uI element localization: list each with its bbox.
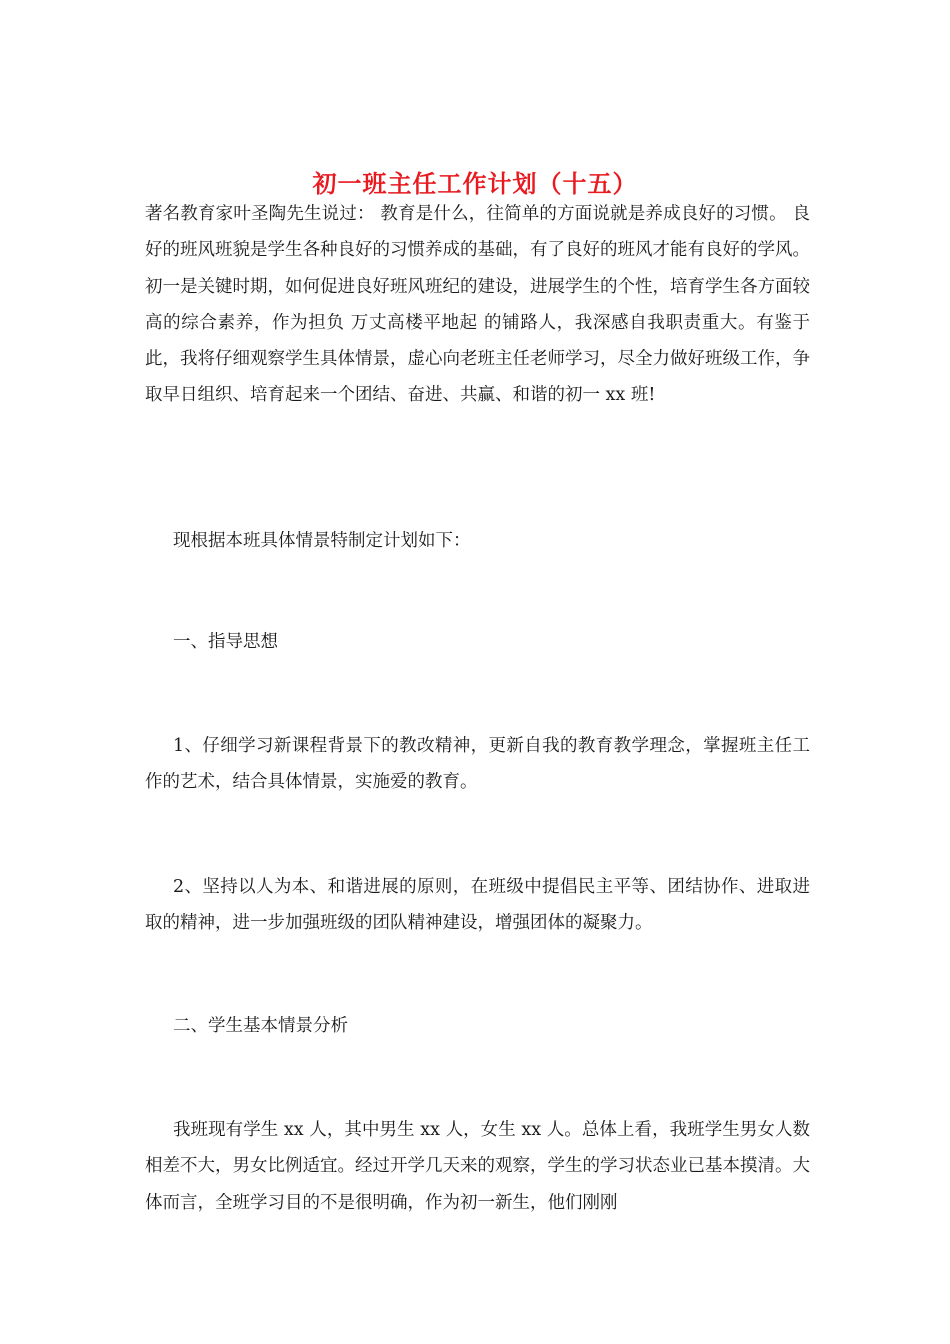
intro-paragraph: 著名教育家叶圣陶先生说过： 教育是什么，往简单的方面说就是养成良好的习惯。 良好的班风班貌是学生各种良好的习惯养成的基础，有了良好的班风才能有良好的学风。初一是关键时期，如何促进良好班风班纪的建设，进展学生的个性，培育学生各方面较高的综合素养，作为担负 万丈高楼平地起 的铺路人，我深感自我职责重大。有鉴于此，我将仔细观察学生具体情景，虚心向老班主任老师学习，尽全力做好班级工作，争取早日组织、培育起来一个团结、奋进、共赢、和谐的初一 xx 班! xyxy=(145,204,810,406)
student-analysis-paragraph: 我班现有学生 xx 人，其中男生 xx 人，女生 xx 人。总体上看，我班学生男女人数相差不大，男女比例适宜。经过开学几天来的观察，学生的学习状态业已基本摸清。大体而言，全班学习目的不是很明确，作为初一新生，他们刚刚 xyxy=(145,1120,810,1213)
section-heading-student-analysis: 二、学生基本情景分析 xyxy=(173,1016,348,1036)
plan-intro: 现根据本班具体情景特制定计划如下： xyxy=(173,531,471,551)
section-heading-guiding-thought: 一、指导思想 xyxy=(173,632,278,652)
guiding-item-1: 1、仔细学习新课程背景下的教改精神，更新自我的教育教学理念，掌握班主任工作的艺术，结合具体情景，实施爱的教育。 xyxy=(145,736,810,793)
document-title: 初一班主任工作计划（十五） xyxy=(312,169,638,199)
guiding-item-2: 2、坚持以人为本、和谐进展的原则，在班级中提倡民主平等、团结协作、进取进取的精神，进一步加强班级的团队精神建设，增强团体的凝聚力。 xyxy=(145,877,810,934)
